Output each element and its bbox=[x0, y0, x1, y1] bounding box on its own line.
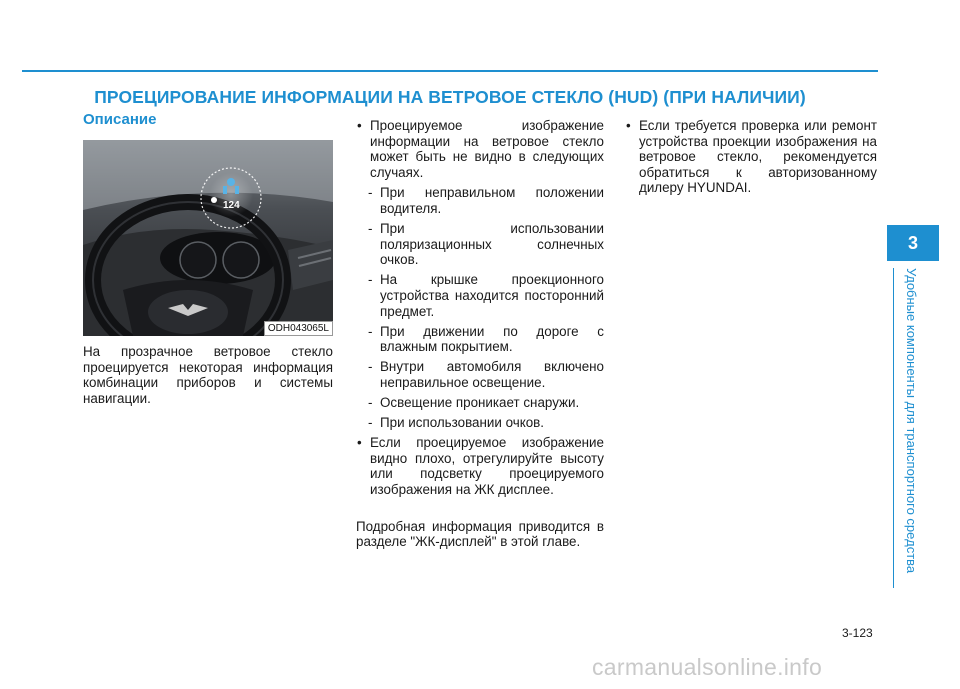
bullet-marker: • bbox=[357, 435, 362, 451]
dash-marker: - bbox=[368, 185, 373, 201]
bullet-text: Если проецируемое изображение видно плохо, отрегулируйте высоту или подсветку проецируемого изображения на ЖК дисплее. bbox=[370, 435, 604, 497]
figure-code: ODH043065L bbox=[264, 321, 333, 336]
dash-marker: - bbox=[368, 415, 373, 431]
dash-text: Освещение проникает снаружи. bbox=[380, 395, 580, 410]
bullet-text: Проецируемое изображение информации на ветровое стекло может быть не видно в следующих случаях. bbox=[370, 118, 604, 180]
dash-marker: - bbox=[368, 323, 373, 339]
bullet-visibility-conditions bbox=[356, 118, 604, 180]
top-rule bbox=[22, 70, 878, 72]
dash-text: При использовании очков. bbox=[380, 415, 544, 431]
chapter-number-tab[interactable]: 3 bbox=[887, 225, 939, 261]
dash-text: На крышке проекционного устройства находится посторонний предмет. bbox=[380, 272, 604, 319]
dash-marker: - bbox=[368, 359, 373, 375]
dash-item bbox=[356, 185, 604, 216]
page-title: ПРОЕЦИРОВАНИЕ ИНФОРМАЦИИ НА ВЕТРОВОЕ СТЕКЛО (HUD) (ПРИ НАЛИЧИИ) bbox=[94, 87, 806, 107]
dash-item bbox=[356, 359, 604, 390]
dashboard-figure bbox=[83, 140, 333, 336]
reference-note: Подробная информация приводится в разделе "ЖК-дисплей" в этой главе. bbox=[356, 518, 604, 550]
dash-text: При использовании поляризационных солнечных очков. bbox=[380, 221, 604, 268]
conditions-column bbox=[356, 118, 604, 550]
dash-text: Внутри автомобиля включено неправильное освещение. bbox=[380, 359, 604, 390]
bullet-marker: • bbox=[626, 118, 631, 133]
service-column bbox=[625, 118, 877, 201]
dash-text: При движении по дороге с влажным покрытием. bbox=[380, 323, 604, 355]
dash-text: При неправильном положении водителя. bbox=[380, 185, 604, 216]
dash-item bbox=[356, 272, 604, 319]
dash-marker: - bbox=[368, 395, 373, 410]
dash-item bbox=[356, 324, 604, 355]
section-heading: Описание bbox=[83, 111, 157, 128]
steering-wheel-illustration bbox=[83, 140, 333, 336]
chapter-label: Удобные компоненты для транспортного средства bbox=[904, 268, 919, 574]
side-rule bbox=[893, 268, 894, 588]
site-watermark: carmanualsonline.info bbox=[592, 654, 823, 680]
intro-column bbox=[83, 344, 333, 406]
dash-marker: - bbox=[368, 221, 373, 237]
dash-item bbox=[356, 221, 604, 268]
dash-item bbox=[356, 415, 604, 431]
page-number: 3-123 bbox=[842, 626, 873, 640]
dash-item bbox=[356, 395, 604, 411]
bullet-marker: • bbox=[357, 118, 362, 133]
bullet-adjust-hud bbox=[356, 435, 604, 497]
dash-marker: - bbox=[368, 272, 373, 288]
bullet-text: Если требуется проверка или ремонт устройства проекции изображения на ветровое стекло, рекомендуется обратиться к авторизованному дилеру HYUNDAI. bbox=[639, 118, 877, 196]
hud-speed-readout: 124 bbox=[223, 200, 240, 211]
intro-text: На прозрачное ветровое стекло проецируется некоторая информация комбинации приборов и системы навигации. bbox=[83, 344, 333, 406]
bullet-service-dealer bbox=[625, 118, 877, 196]
